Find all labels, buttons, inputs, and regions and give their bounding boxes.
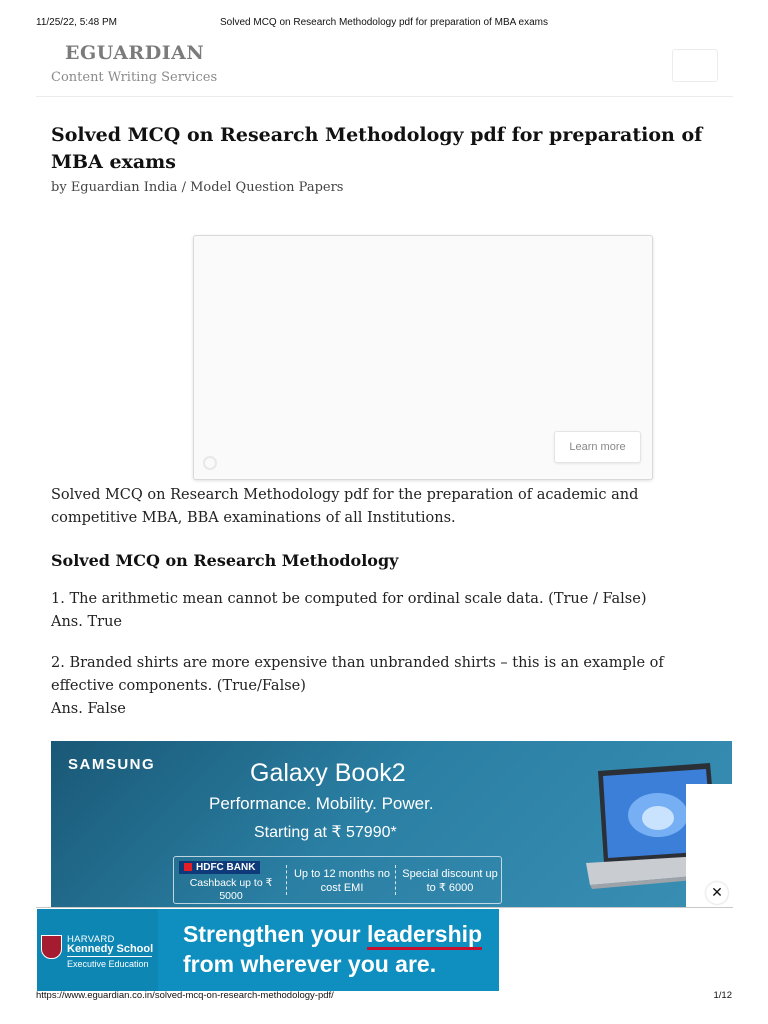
article-header [51, 122, 711, 195]
adchoices-icon[interactable] [203, 456, 217, 470]
close-icon[interactable]: ✕ [706, 882, 728, 904]
article-title: Solved MCQ on Research Methodology pdf for preparation of MBA exams [51, 124, 703, 173]
org-line-3: Executive Education [67, 959, 149, 969]
question-answer: Ans. False [51, 701, 126, 717]
print-page-number: 1/12 [713, 990, 732, 1001]
ad-frame[interactable] [193, 235, 653, 480]
ad-headline-2: from wherever you are. [183, 951, 437, 977]
question-text: 2. Branded shirts are more expensive than unbranded shirts – this is an example of effective components. (True/False) [51, 655, 664, 694]
headline-highlight: leadership [367, 921, 482, 950]
cashback-offer: Cashback up to ₹ 5000 [189, 877, 273, 902]
question-answer: Ans. True [51, 614, 122, 630]
print-page-title: Solved MCQ on Research Methodology pdf for preparation of MBA exams [220, 17, 548, 28]
headline-pre: Strengthen your [183, 921, 368, 947]
menu-button[interactable] [672, 49, 718, 82]
hks-ad[interactable] [37, 909, 499, 991]
print-timestamp: 11/25/22, 5:48 PM [36, 17, 117, 28]
product-name: Galaxy Book2 [250, 759, 406, 787]
author-link[interactable]: Eguardian India [70, 180, 178, 195]
intro-paragraph: Solved MCQ on Research Methodology pdf for the preparation of academic and competitive MBA, BBA examinations of all Institutions. [51, 487, 639, 526]
product-price: Starting at ₹ 57990* [254, 824, 397, 841]
question-1 [51, 588, 711, 634]
logo-rule [67, 956, 152, 957]
offer-box [173, 856, 502, 904]
hdfc-mark-icon [184, 863, 192, 871]
offer-divider [395, 865, 397, 895]
product-slogan: Performance. Mobility. Power. [209, 794, 434, 813]
byline-prefix: by [51, 180, 67, 195]
print-url: https://www.eguardian.co.in/solved-mcq-on-research-methodology-pdf/ [36, 990, 334, 1001]
hdfc-bank-logo [179, 861, 260, 874]
discount-offer: Special discount up to ₹ 6000 [402, 868, 498, 894]
ad-headline-1 [183, 921, 482, 948]
site-tagline: Content Writing Services [51, 70, 218, 85]
question-2 [51, 652, 711, 721]
print-footer [36, 990, 732, 1004]
samsung-ad-banner[interactable] [51, 741, 732, 907]
site-header [36, 40, 733, 97]
byline-separator: / [181, 180, 186, 195]
print-header [36, 17, 732, 31]
shield-icon [41, 935, 62, 959]
emi-offer: Up to 12 months no cost EMI [293, 868, 390, 894]
org-line-2: Kennedy School [67, 943, 154, 955]
category-link[interactable]: Model Question Papers [190, 180, 344, 195]
site-logo[interactable]: EGUARDIAN [65, 42, 205, 64]
samsung-logo: SAMSUNG [68, 756, 156, 773]
learn-more-button[interactable]: Learn more [554, 431, 641, 463]
bank-name: HDFC BANK [196, 862, 256, 873]
question-text: 1. The arithmetic mean cannot be computed for ordinal scale data. (True / False) [51, 591, 647, 607]
org-line-1: HARVARD [67, 934, 115, 945]
hks-logo [37, 909, 158, 991]
offer-divider [286, 865, 288, 895]
section-heading: Solved MCQ on Research Methodology [51, 551, 399, 570]
sticky-ad-banner[interactable] [36, 907, 733, 993]
byline [51, 180, 711, 195]
